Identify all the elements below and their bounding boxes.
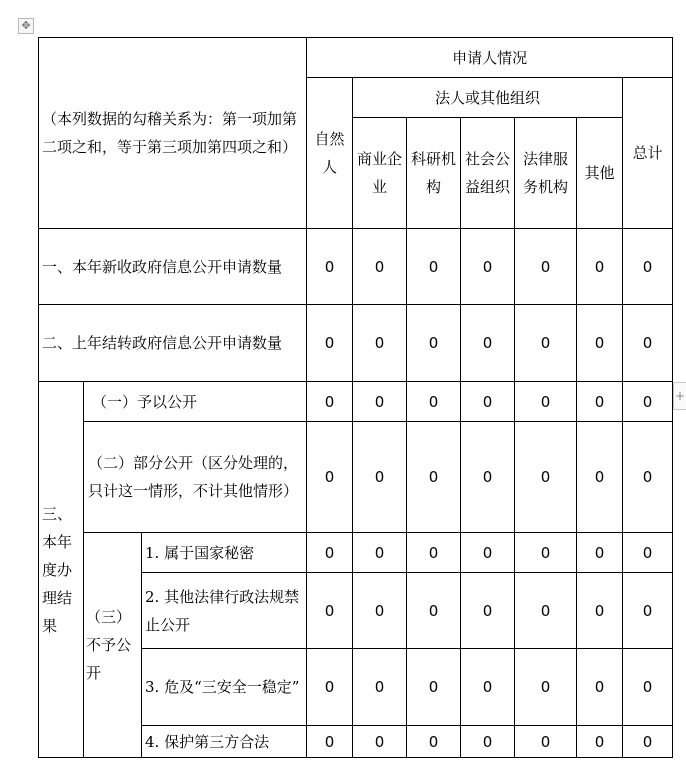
table-cell: 0 <box>307 573 353 649</box>
table-cell: 0 <box>515 533 577 573</box>
table-cell: 0 <box>577 726 623 758</box>
table-cell: 0 <box>307 649 353 726</box>
row-label-third-party: 4. 保护第三方合法 <box>142 726 307 758</box>
table-cell: 0 <box>407 533 461 573</box>
header-other: 其他 <box>577 118 623 229</box>
table-cell: 0 <box>307 229 353 305</box>
table-cell: 0 <box>577 422 623 533</box>
table-cell: 0 <box>307 382 353 422</box>
header-commercial: 商业企业 <box>353 118 407 229</box>
table-cell: 0 <box>407 382 461 422</box>
row-label-new-requests: 一、本年新收政府信息公开申请数量 <box>39 229 307 305</box>
header-applicant-info: 申请人情况 <box>307 38 673 78</box>
table-cell: 0 <box>461 422 515 533</box>
table-cell: 0 <box>515 726 577 758</box>
table-cell: 0 <box>577 533 623 573</box>
row-label-partially-disclosed: （二）部分公开（区分处理的，只计这一情形，不计其他情形） <box>84 422 307 533</box>
table-cell: 0 <box>407 726 461 758</box>
table-cell: 0 <box>515 305 577 382</box>
table-cell: 0 <box>407 649 461 726</box>
row-label-carried-over: 二、上年结转政府信息公开申请数量 <box>39 305 307 382</box>
table-cell: 0 <box>461 649 515 726</box>
table-cell: 0 <box>515 573 577 649</box>
header-total: 总计 <box>623 78 673 229</box>
table-cell: 0 <box>623 649 673 726</box>
table-cell: 0 <box>407 573 461 649</box>
header-legal-service: 法律服务机构 <box>515 118 577 229</box>
table-cell: 0 <box>515 649 577 726</box>
table-cell: 0 <box>515 422 577 533</box>
table-cell: 0 <box>623 305 673 382</box>
table-cell: 0 <box>577 305 623 382</box>
table-cell: 0 <box>461 305 515 382</box>
table-cell: 0 <box>353 229 407 305</box>
section-label-results: 三、本年度办理结果 <box>39 382 84 758</box>
table-cell: 0 <box>577 382 623 422</box>
table-cell: 0 <box>461 533 515 573</box>
table-cell: 0 <box>577 229 623 305</box>
row-label-three-safety: 3. 危及“三安全一稳定” <box>142 649 307 726</box>
header-research: 科研机构 <box>407 118 461 229</box>
table-cell: 0 <box>407 305 461 382</box>
table-cell: 0 <box>623 422 673 533</box>
table-cell: 0 <box>353 649 407 726</box>
table-cell: 0 <box>577 573 623 649</box>
header-social-welfare: 社会公益组织 <box>461 118 515 229</box>
row-label-prohibited-by-law: 2. 其他法律行政法规禁止公开 <box>142 573 307 649</box>
group-label-not-disclosed: （三）不予公开 <box>84 533 142 758</box>
table-cell: 0 <box>307 726 353 758</box>
table-cell: 0 <box>353 382 407 422</box>
table-cell: 0 <box>353 573 407 649</box>
table-cell: 0 <box>623 382 673 422</box>
table-cell: 0 <box>623 726 673 758</box>
table-cell: 0 <box>307 533 353 573</box>
header-natural-person: 自然人 <box>307 78 353 229</box>
table-cell: 0 <box>461 229 515 305</box>
table-cell: 0 <box>461 726 515 758</box>
table-cell: 0 <box>353 533 407 573</box>
table-cell: 0 <box>515 229 577 305</box>
table-cell: 0 <box>307 422 353 533</box>
row-label-disclosed: （一）予以公开 <box>84 382 307 422</box>
table-cell: 0 <box>407 422 461 533</box>
table-cell: 0 <box>353 305 407 382</box>
table-cell: 0 <box>515 382 577 422</box>
table-cell: 0 <box>407 229 461 305</box>
table-cell: 0 <box>623 533 673 573</box>
table-move-handle-icon[interactable]: ✥ <box>18 18 34 34</box>
header-note: （本列数据的勾稽关系为：第一项加第二项之和，等于第三项加第四项之和） <box>39 38 307 229</box>
report-table <box>38 37 673 758</box>
header-legal-orgs: 法人或其他组织 <box>353 78 623 118</box>
table-cell: 0 <box>461 382 515 422</box>
table-cell: 0 <box>623 229 673 305</box>
row-label-state-secret: 1. 属于国家秘密 <box>142 533 307 573</box>
table-cell: 0 <box>461 573 515 649</box>
table-cell: 0 <box>353 422 407 533</box>
table-cell: 0 <box>577 649 623 726</box>
table-cell: 0 <box>623 573 673 649</box>
table-cell: 0 <box>353 726 407 758</box>
add-row-handle-icon[interactable]: + <box>673 382 686 410</box>
table-cell: 0 <box>307 305 353 382</box>
